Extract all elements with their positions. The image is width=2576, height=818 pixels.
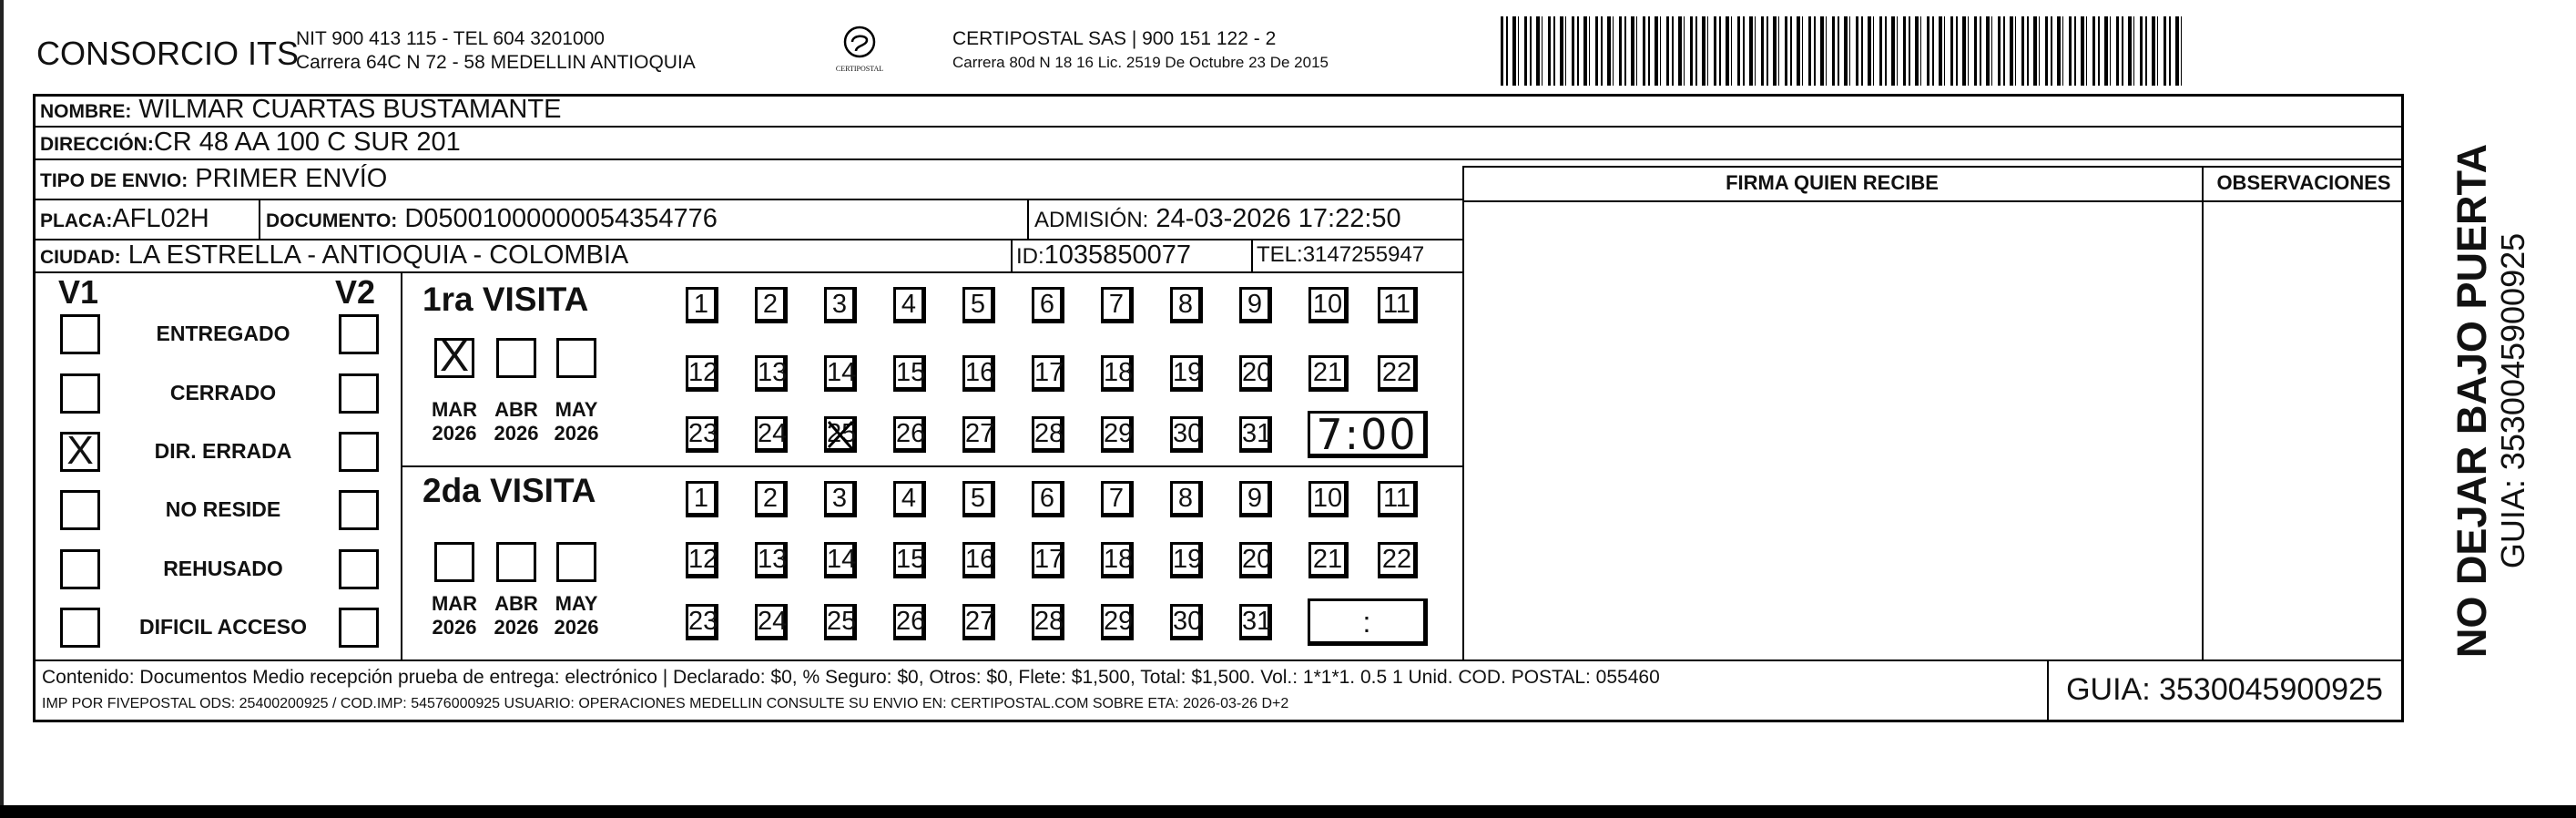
first-day-box[interactable]: 4 bbox=[893, 287, 926, 323]
first-day-box[interactable]: 27 bbox=[962, 416, 995, 453]
first-day-box[interactable]: 5 bbox=[962, 287, 995, 323]
first-day-box[interactable]: 1 bbox=[686, 287, 718, 323]
second-day-box[interactable]: 23 bbox=[686, 604, 718, 640]
v1-checkbox[interactable]: X bbox=[60, 432, 100, 472]
second-day-box[interactable]: 19 bbox=[1170, 542, 1203, 578]
second-day-box[interactable]: 11 bbox=[1378, 481, 1418, 517]
v2-checkbox[interactable] bbox=[339, 490, 379, 530]
month-name: ABR bbox=[494, 592, 538, 615]
first-time-box[interactable]: 7:00 bbox=[1308, 411, 1428, 458]
first-day-box[interactable]: 29 bbox=[1101, 416, 1134, 453]
first-month-label bbox=[424, 398, 484, 445]
month-year: 2026 bbox=[494, 422, 539, 445]
col-line bbox=[1251, 239, 1253, 273]
footer-guia: GUIA: 3530045900925 bbox=[2066, 672, 2383, 707]
month-year: 2026 bbox=[554, 422, 599, 445]
logo-text: CERTIPOSTAL bbox=[835, 65, 884, 73]
second-day-box[interactable]: 31 bbox=[1239, 604, 1272, 640]
v2-header: V2 bbox=[335, 273, 376, 311]
certipostal-logo-icon bbox=[841, 24, 878, 60]
first-day-box[interactable]: 20 bbox=[1239, 355, 1272, 392]
admision-field bbox=[1034, 204, 1401, 234]
v1-header: V1 bbox=[58, 273, 99, 311]
admision-label: ADMISIÓN: bbox=[1034, 208, 1149, 232]
second-day-box[interactable]: 25 bbox=[824, 604, 857, 640]
status-label: DIR. ERRADA bbox=[154, 439, 292, 463]
direccion-label: DIRECCIÓN: bbox=[40, 134, 154, 155]
side-guia: GUIA: 3530045900925 bbox=[2494, 232, 2531, 569]
first-day-box[interactable]: 21 bbox=[1308, 355, 1349, 392]
month-year: 2026 bbox=[432, 616, 477, 639]
nombre-field bbox=[40, 95, 561, 125]
row-line bbox=[33, 271, 1464, 273]
first-day-box[interactable]: 2 bbox=[755, 287, 788, 323]
col-line bbox=[1011, 239, 1013, 273]
tel-label: TEL: bbox=[1257, 242, 1303, 267]
company-nit: NIT 900 413 115 - TEL 604 3201000 bbox=[296, 28, 605, 49]
v2-checkbox[interactable] bbox=[339, 373, 379, 414]
certipostal-logo bbox=[830, 24, 889, 73]
second-day-box[interactable]: 22 bbox=[1378, 542, 1418, 578]
first-day-box[interactable]: 14 bbox=[824, 355, 857, 392]
tel-value: 3147255947 bbox=[1302, 242, 1425, 267]
first-day-box[interactable]: 22 bbox=[1378, 355, 1418, 392]
first-day-box[interactable]: 8 bbox=[1170, 287, 1203, 323]
ciudad-label: CIUDAD: bbox=[40, 247, 121, 268]
admision-value: 24-03-2026 17:22:50 bbox=[1156, 204, 1401, 233]
second-day-box[interactable]: 7 bbox=[1101, 481, 1134, 517]
firma-header: FIRMA QUIEN RECIBE bbox=[1726, 171, 1939, 194]
second-day-box[interactable]: 10 bbox=[1308, 481, 1349, 517]
second-day-box[interactable]: 24 bbox=[755, 604, 788, 640]
second-month-checkbox[interactable] bbox=[496, 542, 536, 582]
carrier-name: CERTIPOSTAL SAS | 900 151 122 - 2 bbox=[952, 28, 1277, 49]
status-label: DIFICIL ACCESO bbox=[138, 615, 307, 639]
handwritten-mark bbox=[824, 416, 857, 453]
second-day-box[interactable]: 17 bbox=[1032, 542, 1064, 578]
v1-checkbox[interactable] bbox=[60, 373, 100, 414]
row-line bbox=[33, 199, 1464, 200]
first-month-checkbox[interactable]: X bbox=[434, 338, 474, 378]
second-day-box[interactable]: 8 bbox=[1170, 481, 1203, 517]
first-day-box[interactable]: 9 bbox=[1239, 287, 1272, 323]
second-day-box[interactable]: 13 bbox=[755, 542, 788, 578]
v2-checkbox[interactable] bbox=[339, 549, 379, 589]
second-day-box[interactable]: 29 bbox=[1101, 604, 1134, 640]
second-day-box[interactable]: 12 bbox=[686, 542, 718, 578]
second-day-box[interactable]: 4 bbox=[893, 481, 926, 517]
month-year: 2026 bbox=[494, 616, 539, 639]
v2-checkbox[interactable] bbox=[339, 314, 379, 354]
month-name: ABR bbox=[494, 398, 538, 421]
barcode bbox=[1501, 16, 2184, 86]
no-dejar-text: NO DEJAR BAJO PUERTA bbox=[2449, 143, 2495, 659]
documento-field bbox=[266, 204, 718, 234]
first-month-checkbox[interactable] bbox=[496, 338, 536, 378]
second-day-box[interactable]: 21 bbox=[1308, 542, 1349, 578]
second-month-label bbox=[546, 592, 606, 639]
first-day-box[interactable]: 6 bbox=[1032, 287, 1064, 323]
placa-value: AFL02H bbox=[112, 204, 209, 233]
second-day-box[interactable]: 14 bbox=[824, 542, 857, 578]
col-line bbox=[1462, 166, 1464, 660]
second-day-box[interactable]: 9 bbox=[1239, 481, 1272, 517]
col-line bbox=[401, 271, 402, 661]
first-day-box[interactable]: 3 bbox=[824, 287, 857, 323]
month-name: MAR bbox=[431, 398, 478, 421]
nombre-value: WILMAR CUARTAS BUSTAMANTE bbox=[138, 95, 562, 124]
second-day-box[interactable]: 5 bbox=[962, 481, 995, 517]
status-label: NO RESIDE bbox=[165, 497, 281, 521]
id-field bbox=[1016, 240, 1191, 271]
first-day-box[interactable]: 17 bbox=[1032, 355, 1064, 392]
v1-checkbox[interactable] bbox=[60, 490, 100, 530]
second-day-box[interactable]: 30 bbox=[1170, 604, 1203, 640]
first-day-box[interactable]: 24 bbox=[755, 416, 788, 453]
first-day-box[interactable]: 16 bbox=[962, 355, 995, 392]
ciudad-value: LA ESTRELLA - ANTIOQUIA - COLOMBIA bbox=[127, 240, 629, 270]
second-time-box[interactable]: : bbox=[1308, 598, 1428, 646]
second-day-box[interactable]: 26 bbox=[893, 604, 926, 640]
tipo-label: TIPO DE ENVIO: bbox=[40, 170, 188, 191]
id-value: 1035850077 bbox=[1044, 240, 1191, 270]
second-month-checkbox[interactable] bbox=[556, 542, 596, 582]
second-day-box[interactable]: 16 bbox=[962, 542, 995, 578]
first-day-box[interactable]: 12 bbox=[686, 355, 718, 392]
status-label: CERRADO bbox=[169, 381, 277, 404]
company-address: Carrera 64C N 72 - 58 MEDELLIN ANTIOQUIA bbox=[296, 52, 696, 73]
first-day-box[interactable]: 7 bbox=[1101, 287, 1134, 323]
placa-label: PLACA: bbox=[40, 210, 113, 231]
tel-field bbox=[1257, 242, 1424, 268]
second-day-box[interactable]: 18 bbox=[1101, 542, 1134, 578]
first-day-box[interactable]: 18 bbox=[1101, 355, 1134, 392]
first-day-box[interactable]: 11 bbox=[1378, 287, 1418, 323]
first-day-box[interactable]: 30 bbox=[1170, 416, 1203, 453]
second-month-checkbox[interactable] bbox=[434, 542, 474, 582]
documento-value: D05001000000054354776 bbox=[404, 204, 718, 233]
placa-field bbox=[40, 204, 209, 234]
second-day-box[interactable]: 20 bbox=[1239, 542, 1272, 578]
second-day-box[interactable]: 28 bbox=[1032, 604, 1064, 640]
second-day-box[interactable]: 2 bbox=[755, 481, 788, 517]
tipo-value: PRIMER ENVÍO bbox=[195, 164, 388, 193]
first-month-label bbox=[486, 398, 546, 445]
footer-content: Contenido: Documentos Medio recepción prueba de entrega: electrónico | Declarado: $0, % Seguro: $0, Otros: $0, Flete: $1,500, Total: $1,500. Vol.: 1*1*1. 0.5 1 Unid. COD. POSTAL: 055460 bbox=[42, 667, 1660, 688]
side-warning bbox=[2449, 144, 2531, 658]
second-visit-title: 2da VISITA bbox=[423, 472, 596, 509]
first-day-box[interactable]: 19 bbox=[1170, 355, 1203, 392]
first-visit-title: 1ra VISITA bbox=[423, 281, 589, 318]
row-line bbox=[33, 158, 2404, 160]
v1-checkbox[interactable] bbox=[60, 314, 100, 354]
v1-checkbox[interactable] bbox=[60, 608, 100, 648]
second-month-label bbox=[486, 592, 546, 639]
v2-checkbox[interactable] bbox=[339, 432, 379, 472]
company-info bbox=[296, 27, 696, 75]
direccion-field bbox=[40, 128, 461, 158]
second-day-box[interactable]: 1 bbox=[686, 481, 718, 517]
status-label: ENTREGADO bbox=[156, 322, 290, 345]
first-day-box[interactable]: 15 bbox=[893, 355, 926, 392]
first-month-label bbox=[546, 398, 606, 445]
carrier-info bbox=[952, 27, 1329, 75]
carrier-address: Carrera 80d N 18 16 Lic. 2519 De Octubre 23 De 2015 bbox=[952, 54, 1329, 71]
first-day-box[interactable]: 28 bbox=[1032, 416, 1064, 453]
first-day-box[interactable]: 23 bbox=[686, 416, 718, 453]
month-year: 2026 bbox=[554, 616, 599, 639]
second-day-box[interactable]: 15 bbox=[893, 542, 926, 578]
second-day-box[interactable]: 3 bbox=[824, 481, 857, 517]
row-line bbox=[1462, 166, 2404, 168]
company-name: CONSORCIO ITS bbox=[36, 35, 300, 72]
col-line bbox=[1027, 199, 1029, 240]
second-day-box[interactable]: 27 bbox=[962, 604, 995, 640]
scan-edge bbox=[0, 0, 4, 818]
documento-label: DOCUMENTO: bbox=[266, 210, 398, 231]
first-day-box[interactable]: 13 bbox=[755, 355, 788, 392]
first-day-box[interactable]: 26 bbox=[893, 416, 926, 453]
direccion-value: CR 48 AA 100 C SUR 201 bbox=[153, 128, 461, 157]
footer-print-info: IMP POR FIVEPOSTAL ODS: 25400200925 / COD.IMP: 54576000925 USUARIO: OPERACIONES MEDELLIN CONSULTE SU ENVIO EN: CERTIPOSTAL.COM SOBRE ETA: 2026-03-26 D+2 bbox=[42, 696, 1289, 711]
first-month-checkbox[interactable] bbox=[556, 338, 596, 378]
tipo-field bbox=[40, 164, 387, 194]
col-line bbox=[2202, 166, 2204, 660]
bottom-edge bbox=[0, 805, 2576, 818]
v2-checkbox[interactable] bbox=[339, 608, 379, 648]
month-name: MAY bbox=[555, 398, 598, 421]
v1-checkbox[interactable] bbox=[60, 549, 100, 589]
row-line bbox=[1462, 200, 2404, 202]
observaciones-header: OBSERVACIONES bbox=[2216, 171, 2391, 194]
month-year: 2026 bbox=[432, 422, 477, 445]
second-day-box[interactable]: 6 bbox=[1032, 481, 1064, 517]
id-label: ID: bbox=[1016, 244, 1044, 269]
first-day-box[interactable]: 25 bbox=[824, 416, 857, 453]
first-day-box[interactable]: 31 bbox=[1239, 416, 1272, 453]
first-day-box[interactable]: 10 bbox=[1308, 287, 1349, 323]
second-month-label bbox=[424, 592, 484, 639]
ciudad-field bbox=[40, 240, 628, 271]
month-name: MAY bbox=[555, 592, 598, 615]
visit-divider bbox=[401, 465, 1464, 467]
col-line bbox=[259, 199, 260, 240]
nombre-label: NOMBRE: bbox=[40, 101, 132, 122]
status-label: REHUSADO bbox=[163, 557, 283, 580]
month-name: MAR bbox=[431, 592, 478, 615]
